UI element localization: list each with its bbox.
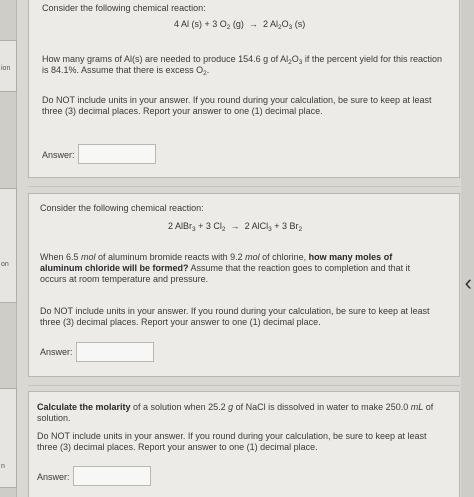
left-tab-label: ion xyxy=(1,65,11,72)
instruction-text: Do NOT include units in your answer. If you round during your calculation, be sure to keep at least xyxy=(40,306,430,316)
question-text: occurs at room temperature and pressure. xyxy=(40,274,209,284)
divider xyxy=(28,385,460,386)
arrow-icon: → xyxy=(230,221,240,231)
left-tab-3[interactable] xyxy=(0,388,17,488)
chevron-left-icon[interactable]: ‹ xyxy=(464,270,472,295)
question-text: Calculate the molarity of a solution when 25.2 g of NaCl is dissolved in water to make 250.0 mL of xyxy=(37,402,434,412)
answer-input-3[interactable] xyxy=(73,466,151,486)
question-card-1 xyxy=(28,0,460,178)
question-card-3 xyxy=(28,391,460,497)
answer-input-2[interactable] xyxy=(76,342,154,362)
reaction-equation: 4 Al (s) + 3 $O_2$ (g) → 2 $Al_2O_3$ (s) xyxy=(174,19,306,31)
question-prompt: Consider the following chemical reaction: xyxy=(42,3,206,13)
divider xyxy=(28,186,460,187)
question-text: aluminum chloride will be formed? Assume that the reaction goes to completion and that it xyxy=(40,263,411,273)
left-tab-label: on xyxy=(1,261,9,268)
instruction-text: Do NOT include units in your answer. If you round during your calculation, be sure to keep at least xyxy=(42,95,432,105)
left-tab-2[interactable] xyxy=(0,188,17,303)
answer-label: Answer: xyxy=(42,150,75,160)
answer-label: Answer: xyxy=(37,472,70,482)
right-sidebar xyxy=(461,0,474,497)
question-text: solution. xyxy=(37,413,71,423)
answer-input-1[interactable] xyxy=(78,144,156,164)
instruction-text: three (3) decimal places. Report your answer to one (1) decimal place. xyxy=(40,317,321,327)
instruction-text: three (3) decimal places. Report your answer to one (1) decimal place. xyxy=(37,442,318,452)
answer-label: Answer: xyxy=(40,347,73,357)
question-text: When 6.5 mol of aluminum bromide reacts with 9.2 mol of chlorine, how many moles of xyxy=(40,252,393,262)
question-prompt: Consider the following chemical reaction: xyxy=(40,203,204,213)
question-text: is 84.1%. Assume that there is excess $O_2$. xyxy=(42,65,210,77)
instruction-text: Do NOT include units in your answer. If you round during your calculation, be sure to keep at least xyxy=(37,431,427,441)
question-text: How many grams of Al(s) are needed to produce 154.6 g of $Al_2O_3$ if the percent yield for this reaction xyxy=(42,54,442,66)
left-tab-1[interactable] xyxy=(0,40,17,92)
reaction-equation: 2 AlBr$_3$ + 3 $Cl_2 \to 2$ AlCl$_3$ + 3 $Br_2$ xyxy=(168,221,303,233)
question-card-2 xyxy=(28,193,460,377)
arrow-icon: → xyxy=(248,19,258,29)
instruction-text: three (3) decimal places. Report your answer to one (1) decimal place. xyxy=(42,106,323,116)
left-tab-label: n xyxy=(1,463,5,470)
